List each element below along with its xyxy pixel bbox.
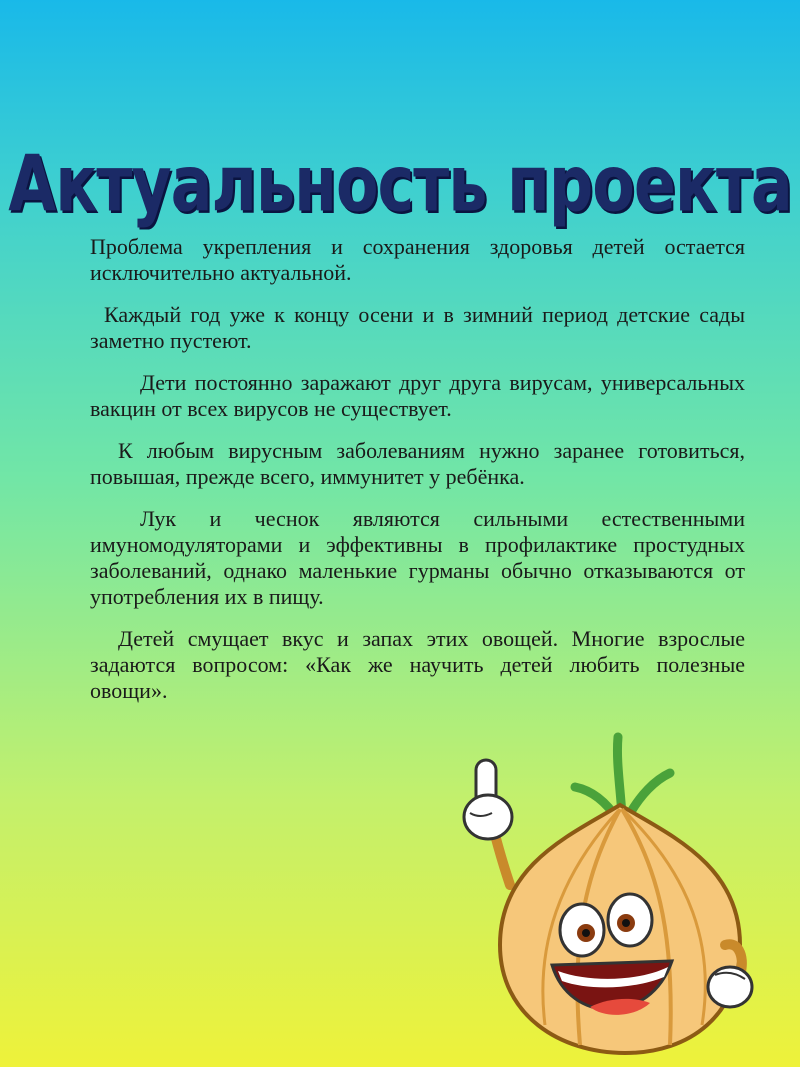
paragraph: Лук и чеснок являются сильными естественными имуномодуляторами и эффективны в профилактике простудных заболеваний, однако маленькие гурманы обычно отказываются от употребления их в пищу.	[90, 506, 745, 609]
paragraph: Проблема укрепления и сохранения здоровья детей остается исключительно актуальной.	[90, 234, 745, 285]
onion-character-illustration	[440, 725, 760, 1055]
glove-pointing-icon	[464, 760, 512, 839]
paragraph: Детей смущает вкус и запах этих овощей. Многие взрослые задаются вопросом: «Как же научить детей любить полезные овощи».	[90, 626, 745, 703]
slide-title: Актуальность проекта	[8, 138, 792, 230]
glove-right-icon	[708, 967, 752, 1007]
paragraph: Дети постоянно заражают друг друга вирусам, универсальных вакцин от всех вирусов не существует.	[90, 370, 745, 421]
paragraph: Каждый год уже к концу осени и в зимний период детские сады заметно пустеют.	[90, 302, 745, 353]
paragraph: К любым вирусным заболеваниям нужно заранее готовиться, повышая, прежде всего, иммунитет у ребёнка.	[90, 438, 745, 489]
slide-body	[90, 234, 745, 720]
